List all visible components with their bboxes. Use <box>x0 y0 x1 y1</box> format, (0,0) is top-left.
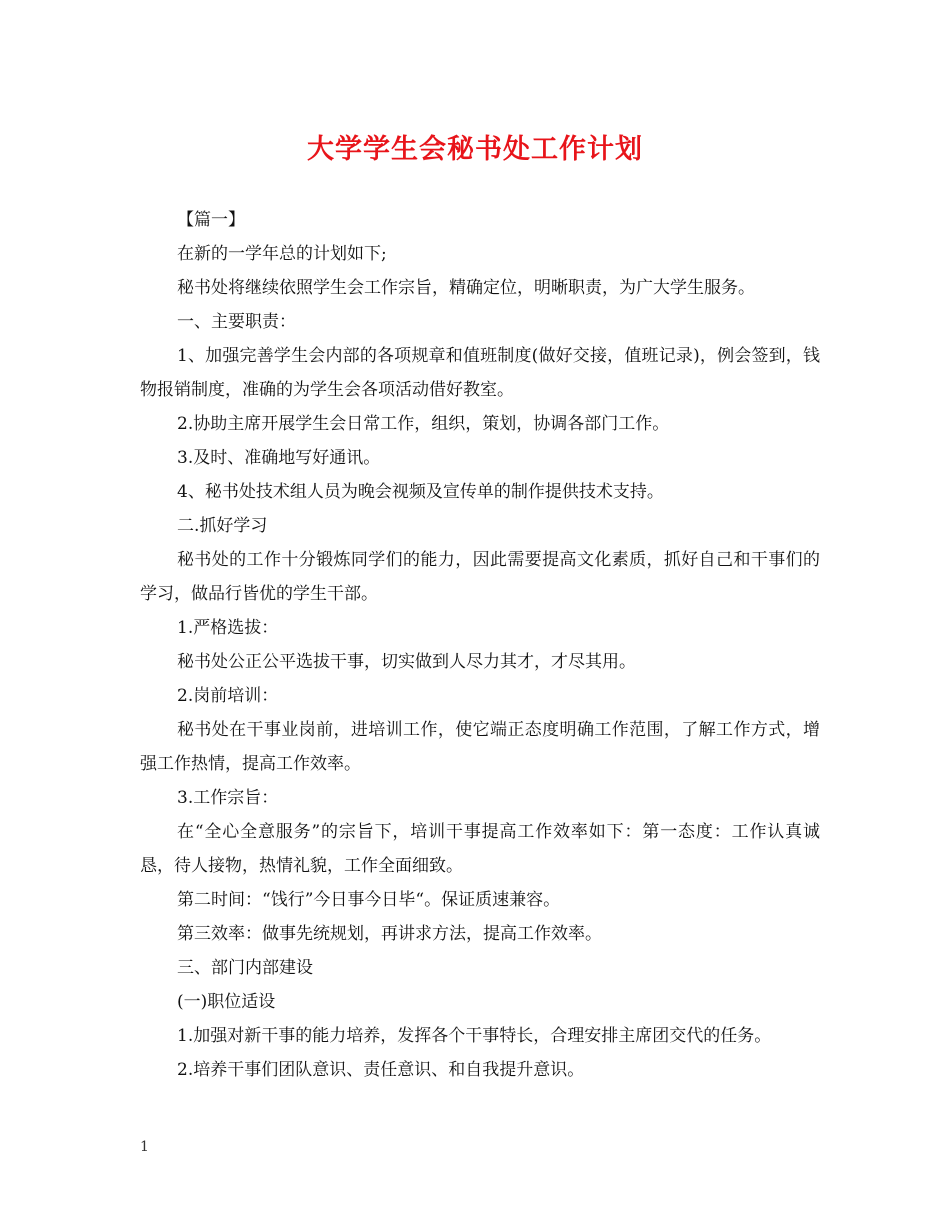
paragraph: 在新的一学年总的计划如下; <box>177 244 387 264</box>
paragraph: 2.培养干事们团队意识、责任意识、和自我提升意识。 <box>177 1060 585 1080</box>
paragraph: 2.协助主席开展学生会日常工作，组织，策划，协调各部门工作。 <box>177 414 670 434</box>
paragraph: 秘书处在干事业岗前，进培训工作，使它端正态度明确工作范围，了解工作方式，增强工作热情，提高工作效率。 <box>140 720 820 774</box>
paragraph: 秘书处公正公平选拔干事，切实做到人尽力其才，才尽其用。 <box>177 652 636 672</box>
paragraph-section-marker: 【篇一】 <box>177 210 245 230</box>
document-body <box>140 203 820 1087</box>
paragraph: 3.及时、准确地写好通讯。 <box>177 448 381 468</box>
subsection-heading: 2.岗前培训： <box>177 686 279 706</box>
paragraph: 4、秘书处技术组人员为晚会视频及宣传单的制作提供技术支持。 <box>177 482 664 502</box>
paragraph: 在“全心全意服务”的宗旨下，培训干事提高工作效率如下：第一态度：工作认真诚恳，待人接物，热情礼貌，工作全面细致。 <box>140 822 820 876</box>
subsection-heading: 3.工作宗旨： <box>177 788 279 808</box>
section-heading: 一、主要职责： <box>177 312 296 332</box>
section-heading: 三、部门内部建设 <box>177 958 313 978</box>
paragraph: 秘书处的工作十分锻炼同学们的能力，因此需要提高文化素质，抓好自己和干事们的学习，做品行皆优的学生干部。 <box>140 550 820 604</box>
paragraph: 第三效率：做事先统规划，再讲求方法，提高工作效率。 <box>177 924 602 944</box>
section-heading: 二.抓好学习 <box>177 516 268 536</box>
page-title: 大学学生会秘书处工作计划 <box>307 134 643 165</box>
subsection-heading: 1.严格选拔： <box>177 618 279 638</box>
paragraph: 1.加强对新干事的能力培养，发挥各个干事特长，合理安排主席团交代的任务。 <box>177 1026 772 1046</box>
paragraph: 秘书处将继续依照学生会工作宗旨，精确定位，明晰职责，为广大学生服务。 <box>177 278 755 298</box>
subsection-heading: (一)职位适设 <box>177 992 276 1012</box>
paragraph: 第二时间：“饯行”今日事今日毕“。保证质速兼容。 <box>177 890 561 910</box>
page-number: 1 <box>140 1139 149 1155</box>
paragraph: 1、加强完善学生会内部的各项规章和值班制度(做好交接，值班记录)，例会签到，钱物报销制度，准确的为学生会各项活动借好教室。 <box>140 346 820 400</box>
